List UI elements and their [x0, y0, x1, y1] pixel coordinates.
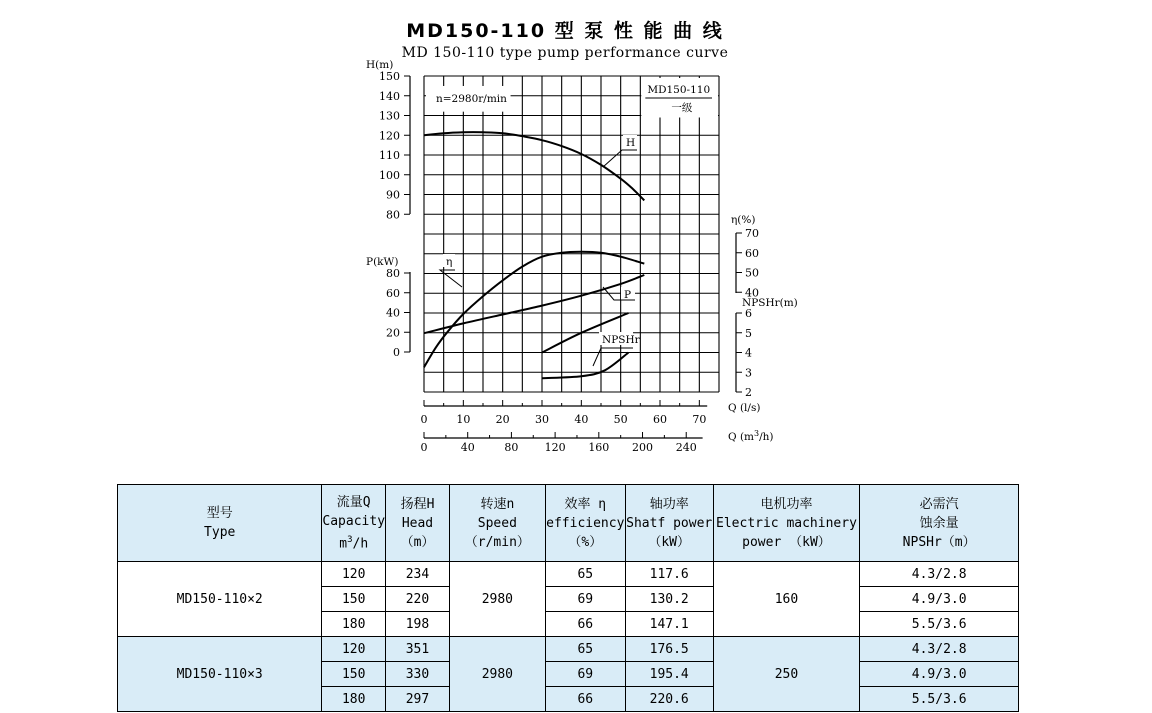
- cell-shaft-power: 176.5: [625, 637, 713, 662]
- npsh-axis-tick-label: 2: [745, 386, 752, 399]
- p-axis-label: P(kW): [366, 256, 399, 268]
- p-axis-tick-label: 80: [386, 267, 400, 280]
- q-axis-tick-label: 0: [420, 413, 428, 426]
- h-axis-tick-label: 110: [379, 149, 400, 162]
- qm-axis-tick-label: 200: [632, 441, 654, 454]
- cell-npshr: 5.5/3.6: [860, 612, 1019, 637]
- table-group-2: [118, 637, 1019, 712]
- head-curve: [424, 132, 644, 200]
- h-axis-tick-label: 120: [379, 129, 400, 143]
- h-axis-tick-label: 140: [379, 89, 400, 103]
- cell-efficiency: 65: [545, 562, 625, 587]
- eta-axis-tick-label: 50: [745, 266, 759, 280]
- cell-head: 351: [386, 637, 450, 662]
- table-row: [118, 562, 1019, 587]
- header-speed: 转速n Speed （r/min）: [449, 485, 545, 562]
- cell-npshr: 4.9/3.0: [860, 662, 1019, 687]
- cell-efficiency: 69: [545, 587, 625, 612]
- qm-axis-tick-label: 120: [544, 441, 566, 454]
- h-axis-tick-label: 90: [386, 188, 400, 202]
- header-shaft-power: 轴功率 Shatf power （kW）: [625, 485, 713, 562]
- p-axis-tick-label: 0: [393, 346, 400, 359]
- cell-efficiency: 66: [545, 612, 625, 637]
- legend-stage: 一级: [671, 102, 693, 114]
- header-motor-power: 电机功率 Electric machinery power （kW）: [713, 485, 860, 562]
- cell-capacity: 120: [322, 637, 386, 662]
- table-header-row: [118, 485, 1019, 562]
- h-axis-tick-label: 100: [379, 168, 400, 182]
- h-curve-label-leader: [603, 150, 637, 167]
- qm-axis-tick-label: 240: [675, 441, 697, 454]
- p-axis-tick-label: 20: [386, 326, 400, 340]
- p-axis-tick-label: 40: [386, 306, 400, 320]
- cell-head: 220: [386, 587, 450, 612]
- cell-type: MD150-110×3: [118, 637, 322, 712]
- chart-title-cn: MD150-110 型 泵 性 能 曲 线: [406, 20, 724, 42]
- qm-axis-tick-label: 40: [460, 441, 475, 454]
- cell-npshr: 4.3/2.8: [860, 562, 1019, 587]
- header-capacity: 流量Q Capacity $m^3/h$: [322, 485, 386, 562]
- cell-shaft-power: 130.2: [625, 587, 713, 612]
- h-axis-label: H(m): [366, 59, 394, 71]
- speed-label: n=2980r/min: [436, 93, 507, 105]
- eta-axis-tick-label: 40: [745, 286, 759, 300]
- header-head: 扬程H Head （m）: [386, 485, 450, 562]
- q-axis-tick-label: 20: [495, 413, 510, 426]
- cell-efficiency: 69: [545, 662, 625, 687]
- qm-axis-label: Q $(m^3/h)$: [728, 429, 774, 443]
- efficiency-curve: [424, 252, 644, 367]
- q-axis-label: Q (l/s): [728, 402, 761, 414]
- h-axis-tick-label: 80: [386, 208, 400, 222]
- cell-head: 198: [386, 612, 450, 637]
- cell-npshr: 4.9/3.0: [860, 587, 1019, 612]
- cell-type: MD150-110×2: [118, 562, 322, 637]
- cell-npshr: 4.3/2.8: [860, 637, 1019, 662]
- q-axis-tick-label: 50: [613, 413, 628, 426]
- cell-capacity: 150: [322, 662, 386, 687]
- table-row: [118, 637, 1019, 662]
- spec-table: [117, 484, 1019, 712]
- cell-capacity: 180: [322, 687, 386, 712]
- cell-capacity: 120: [322, 562, 386, 587]
- cell-motor-power: 160: [713, 562, 860, 637]
- qm-axis-tick-label: 0: [420, 441, 428, 454]
- q-axis-tick-label: 10: [456, 413, 471, 426]
- header-type: 型号 Type: [118, 485, 322, 562]
- eta-axis-tick-label: 60: [745, 246, 759, 260]
- p-curve-label: P: [624, 289, 632, 301]
- header-npshr: 必需汽 蚀余量 NPSHr（m）: [860, 485, 1019, 562]
- cell-speed: 2980: [449, 637, 545, 712]
- eta-axis-tick-label: 70: [745, 227, 759, 240]
- npsh-axis-tick-label: 6: [745, 307, 752, 320]
- h-axis-tick-label: 150: [379, 70, 400, 83]
- h-curve-label: H: [626, 137, 636, 149]
- chart-title-en: MD 150-110 type pump performance curve: [401, 45, 729, 61]
- header-efficiency: 效率 η efficiency （%）: [545, 485, 625, 562]
- cell-head: 330: [386, 662, 450, 687]
- cell-efficiency: 65: [545, 637, 625, 662]
- eta-curve-label: η: [446, 256, 453, 268]
- q-axis-tick-label: 70: [692, 413, 707, 426]
- cell-shaft-power: 195.4: [625, 662, 713, 687]
- cell-capacity: 150: [322, 587, 386, 612]
- npsh-curve-label: NPSHr: [602, 334, 640, 346]
- cell-shaft-power: 117.6: [625, 562, 713, 587]
- eta-axis-label: η(%): [731, 214, 756, 226]
- cell-efficiency: 66: [545, 687, 625, 712]
- qm-axis-tick-label: 80: [504, 441, 519, 454]
- npsh-axis-tick-label: 4: [745, 346, 752, 360]
- cell-motor-power: 250: [713, 637, 860, 712]
- q-axis-tick-label: 60: [653, 413, 667, 426]
- cell-shaft-power: 147.1: [625, 612, 713, 637]
- q-axis-tick-label: 30: [535, 413, 549, 426]
- cell-shaft-power: 220.6: [625, 687, 713, 712]
- legend-model: MD150-110: [647, 84, 711, 96]
- npshr-curve: [542, 353, 629, 379]
- cell-npshr: 5.5/3.6: [860, 687, 1019, 712]
- cell-capacity: 180: [322, 612, 386, 637]
- cell-head: 297: [386, 687, 450, 712]
- h-axis-tick-label: 130: [379, 109, 400, 123]
- npsh-axis-label: NPSHr(m): [742, 297, 798, 309]
- p-axis-tick-label: 60: [386, 286, 400, 300]
- table-group-1: [118, 562, 1019, 637]
- cell-head: 234: [386, 562, 450, 587]
- npsh-curve-label-leader: [593, 348, 633, 366]
- cell-speed: 2980: [449, 562, 545, 637]
- npsh-axis-tick-label: 5: [745, 326, 752, 340]
- qm-axis-tick-label: 160: [588, 441, 610, 454]
- npsh-axis-tick-label: 3: [745, 366, 752, 380]
- q-axis-tick-label: 40: [574, 413, 589, 426]
